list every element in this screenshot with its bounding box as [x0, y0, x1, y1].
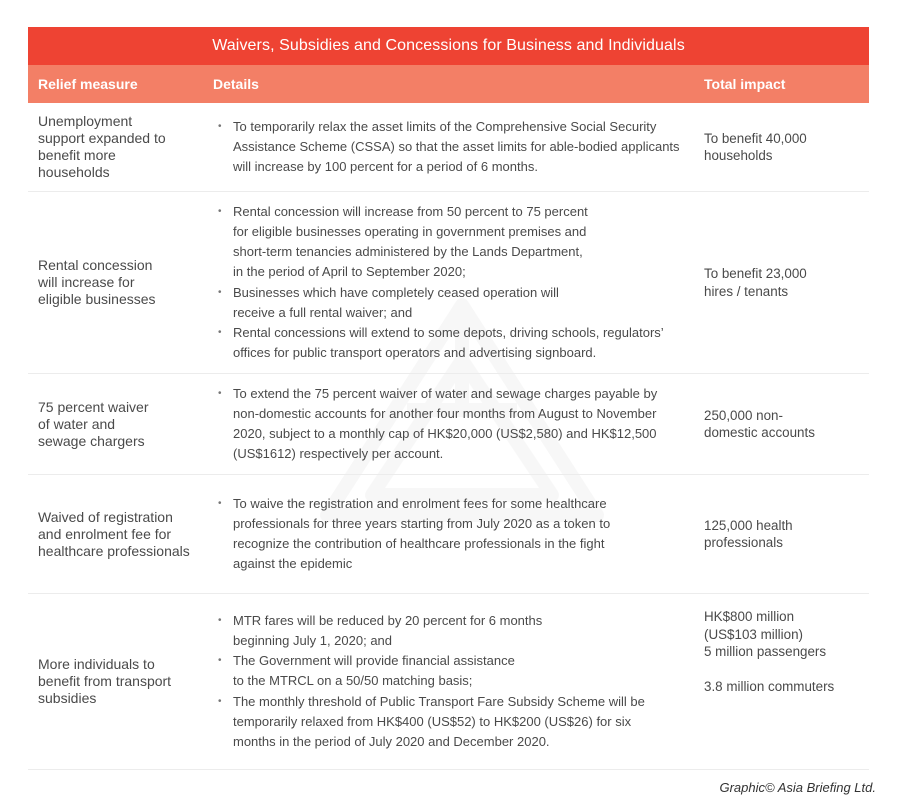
total-impact-cell: [694, 265, 869, 300]
graphic-credit: Graphic© Asia Briefing Ltd.: [719, 780, 876, 795]
header-details: Details: [213, 76, 259, 92]
details-cell: [203, 384, 694, 465]
total-impact-cell: [694, 130, 869, 165]
header-relief-measure: Relief measure: [38, 76, 138, 92]
relief-measure-cell: Unemployment support expanded to benefit more households: [38, 113, 166, 180]
impact-text: 5 million passengers: [704, 644, 827, 659]
table-row: [28, 192, 869, 374]
details-cell: [203, 611, 694, 752]
detail-bullet: • Rental concessions will extend to some depots, driving schools, regulators’ offices for public transport operators and advertising signboard.: [217, 323, 692, 363]
details-cell: [203, 494, 694, 575]
total-impact-cell: [694, 517, 869, 552]
relief-measures-table: [28, 27, 869, 770]
table-row: [28, 103, 869, 192]
table-title: [28, 27, 869, 65]
detail-bullet: • The Government will provide financial assistance to the MTRCL on a 50/50 matching basis;: [217, 651, 674, 691]
impact-text: HK$800 million: [704, 609, 795, 624]
relief-measure-cell: 75 percent waiver of water and sewage chargers: [38, 398, 149, 449]
impact-text: 125,000 health professionals: [704, 517, 793, 550]
table-row: [28, 374, 869, 475]
table-title-text: Waivers, Subsidies and Concessions for Business and Individuals: [212, 37, 685, 54]
total-impact-cell: [694, 594, 869, 695]
table-row: [28, 475, 869, 594]
total-impact-cell: [694, 407, 869, 442]
relief-measure-cell: Rental concession will increase for eligible businesses: [38, 257, 156, 307]
detail-bullet: • MTR fares will be reduced by 20 percent for 6 months beginning July 1, 2020; and: [217, 611, 674, 651]
detail-bullet: • Rental concession will increase from 50 percent to 75 percent for eligible businesses operating in government premises and short-term tenancies administered by the Lands Department, in the period of April to September 2020;: [217, 202, 692, 283]
relief-measure-cell: More individuals to benefit from transport subsidies: [38, 656, 172, 706]
impact-text: To benefit 40,000 households: [704, 130, 807, 163]
detail-bullet: • To waive the registration and enrolment fees for some healthcare professionals for three years starting from July 2020 as a token to recognize the contribution of healthcare professionals in the fight against the epidemic: [217, 494, 614, 575]
detail-bullet: • Businesses which have completely ceased operation will receive a full rental waiver; and: [217, 283, 692, 323]
details-cell: [203, 202, 694, 364]
impact-spacer: [704, 661, 869, 678]
detail-bullet: • To temporarily relax the asset limits of the Comprehensive Social Security Assistance Scheme (CSSA) so that the asset limits for able-bodied applicants will increase by 100 percent for a period of 6 months.: [217, 117, 684, 178]
impact-text: (US$103 million): [704, 626, 803, 642]
header-total-impact: Total impact: [704, 76, 786, 92]
table-header-row: [28, 65, 869, 103]
impact-text: 250,000 non-domestic accounts: [704, 407, 815, 440]
impact-text: 3.8 million commuters: [704, 678, 835, 694]
table-row: [28, 594, 869, 770]
impact-text: To benefit 23,000 hires / tenants: [704, 266, 807, 299]
detail-bullet: • The monthly threshold of Public Transport Fare Subsidy Scheme will be temporarily relaxed from HK$400 (US$52) to HK$200 (US$26) for six months in the period of July 2020 and December 2020.: [217, 692, 674, 753]
details-cell: [203, 117, 694, 178]
relief-measure-cell: Waived of registration and enrolment fee for healthcare professionals: [38, 508, 190, 559]
detail-bullet: • To extend the 75 percent waiver of water and sewage charges payable by non-domestic accounts for another four months from August to November 2020, subject to a monthly cap of HK$20,000 (US$2,580) and HK$12,500 (US$1612) respectively per account.: [217, 384, 674, 465]
